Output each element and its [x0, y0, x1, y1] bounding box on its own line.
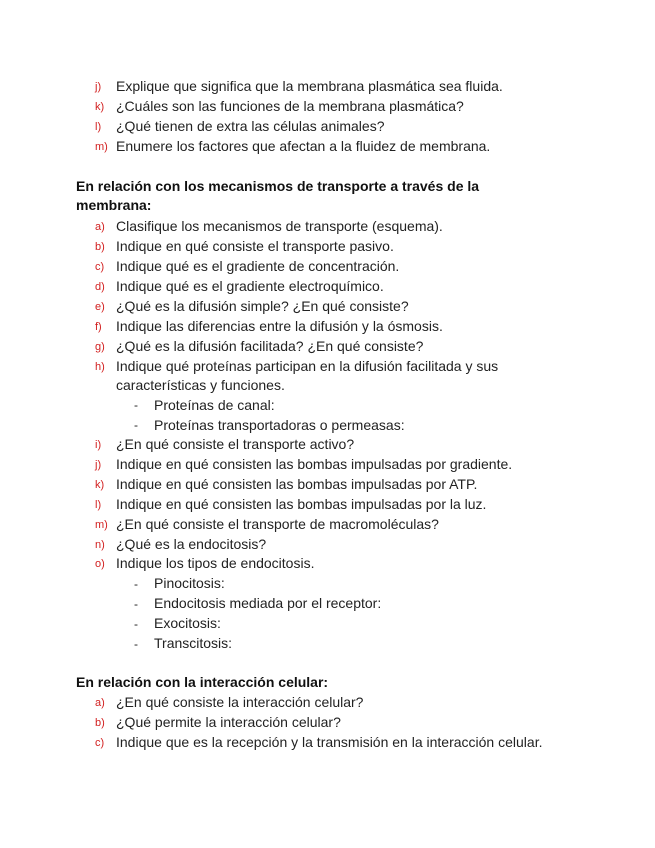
list-marker: a): [95, 221, 105, 233]
list-item-text: Indique qué es el gradiente de concentración.: [116, 258, 400, 274]
list-item-text: Indique qué es el gradiente electroquímico.: [116, 278, 384, 294]
list-marker: b): [95, 241, 105, 253]
list-item-text: Indique las diferencias entre la difusión y la ósmosis.: [116, 318, 443, 334]
list-item-text-continued: características y funciones.: [116, 377, 285, 393]
list-marker: f): [95, 321, 102, 333]
list-item-text: Clasifique los mecanismos de transporte (esquema).: [116, 218, 443, 234]
list-marker: n): [95, 539, 105, 551]
section-heading: En relación con la interacción celular:: [76, 674, 329, 690]
list-marker: o): [95, 558, 105, 570]
list-item-text: Indique en qué consisten las bombas impulsadas por la luz.: [116, 496, 487, 512]
sub-list-item-text: Proteínas de canal:: [154, 397, 275, 413]
sub-list-item-text: Transcitosis:: [154, 635, 233, 651]
list-item-text: Indique que es la recepción y la transmisión en la interacción celular.: [116, 734, 543, 750]
list-marker: l): [95, 121, 102, 133]
list-marker: j): [95, 81, 102, 93]
list-marker: k): [95, 101, 105, 113]
list-marker: l): [95, 499, 102, 511]
list-marker: b): [95, 717, 105, 729]
list-item-text: Indique en qué consisten las bombas impulsadas por ATP.: [116, 476, 478, 492]
list-item-text: Explique que significa que la membrana plasmática sea fluida.: [116, 78, 503, 94]
list-marker: g): [95, 341, 105, 353]
list-marker: m): [95, 141, 108, 153]
list-marker: c): [95, 737, 105, 749]
list-item-text: ¿Qué tienen de extra las células animales?: [116, 118, 385, 134]
list-item-text: Indique en qué consisten las bombas impulsadas por gradiente.: [116, 456, 513, 472]
list-marker: c): [95, 261, 105, 273]
list-item-text: ¿Qué permite la interacción celular?: [116, 714, 341, 730]
section-heading: En relación con los mecanismos de transporte a través de la: [76, 178, 480, 194]
sub-list-item-text: Exocitosis:: [154, 615, 221, 631]
list-item-text: ¿En qué consiste el transporte de macromoléculas?: [116, 516, 439, 532]
section-heading-continued: membrana:: [76, 197, 152, 213]
sub-list-marker: -: [134, 617, 138, 631]
list-item-text: Enumere los factores que afectan a la fluidez de membrana.: [116, 138, 491, 154]
sub-list-marker: -: [134, 418, 138, 432]
list-item-text: ¿En qué consiste el transporte activo?: [116, 436, 355, 452]
list-marker: d): [95, 281, 105, 293]
list-marker: j): [95, 459, 102, 471]
list-item-text: ¿Qué es la difusión simple? ¿En qué consiste?: [116, 298, 409, 314]
sub-list-marker: -: [134, 637, 138, 651]
list-marker: k): [95, 479, 105, 491]
list-item-text: Indique qué proteínas participan en la difusión facilitada y sus: [116, 358, 499, 374]
list-item-text: Indique en qué consiste el transporte pasivo.: [116, 238, 394, 254]
list-marker: m): [95, 519, 108, 531]
sub-list-item-text: Pinocitosis:: [154, 575, 225, 591]
sub-list-marker: -: [134, 577, 138, 591]
list-item-text: ¿Qué es la endocitosis?: [116, 536, 267, 552]
sub-list-item-text: Proteínas transportadoras o permeasas:: [154, 417, 405, 433]
list-marker: h): [95, 361, 105, 373]
list-marker: e): [95, 301, 105, 313]
list-marker: i): [95, 439, 102, 451]
list-item-text: Indique los tipos de endocitosis.: [116, 555, 315, 571]
sub-list-marker: -: [134, 597, 138, 611]
sub-list-item-text: Endocitosis mediada por el receptor:: [154, 595, 382, 611]
list-marker: a): [95, 697, 105, 709]
list-item-text: ¿Cuáles son las funciones de la membrana plasmática?: [116, 98, 464, 114]
list-item-text: ¿Qué es la difusión facilitada? ¿En qué consiste?: [116, 338, 424, 354]
sub-list-marker: -: [134, 398, 138, 412]
list-item-text: ¿En qué consiste la interacción celular?: [116, 694, 364, 710]
